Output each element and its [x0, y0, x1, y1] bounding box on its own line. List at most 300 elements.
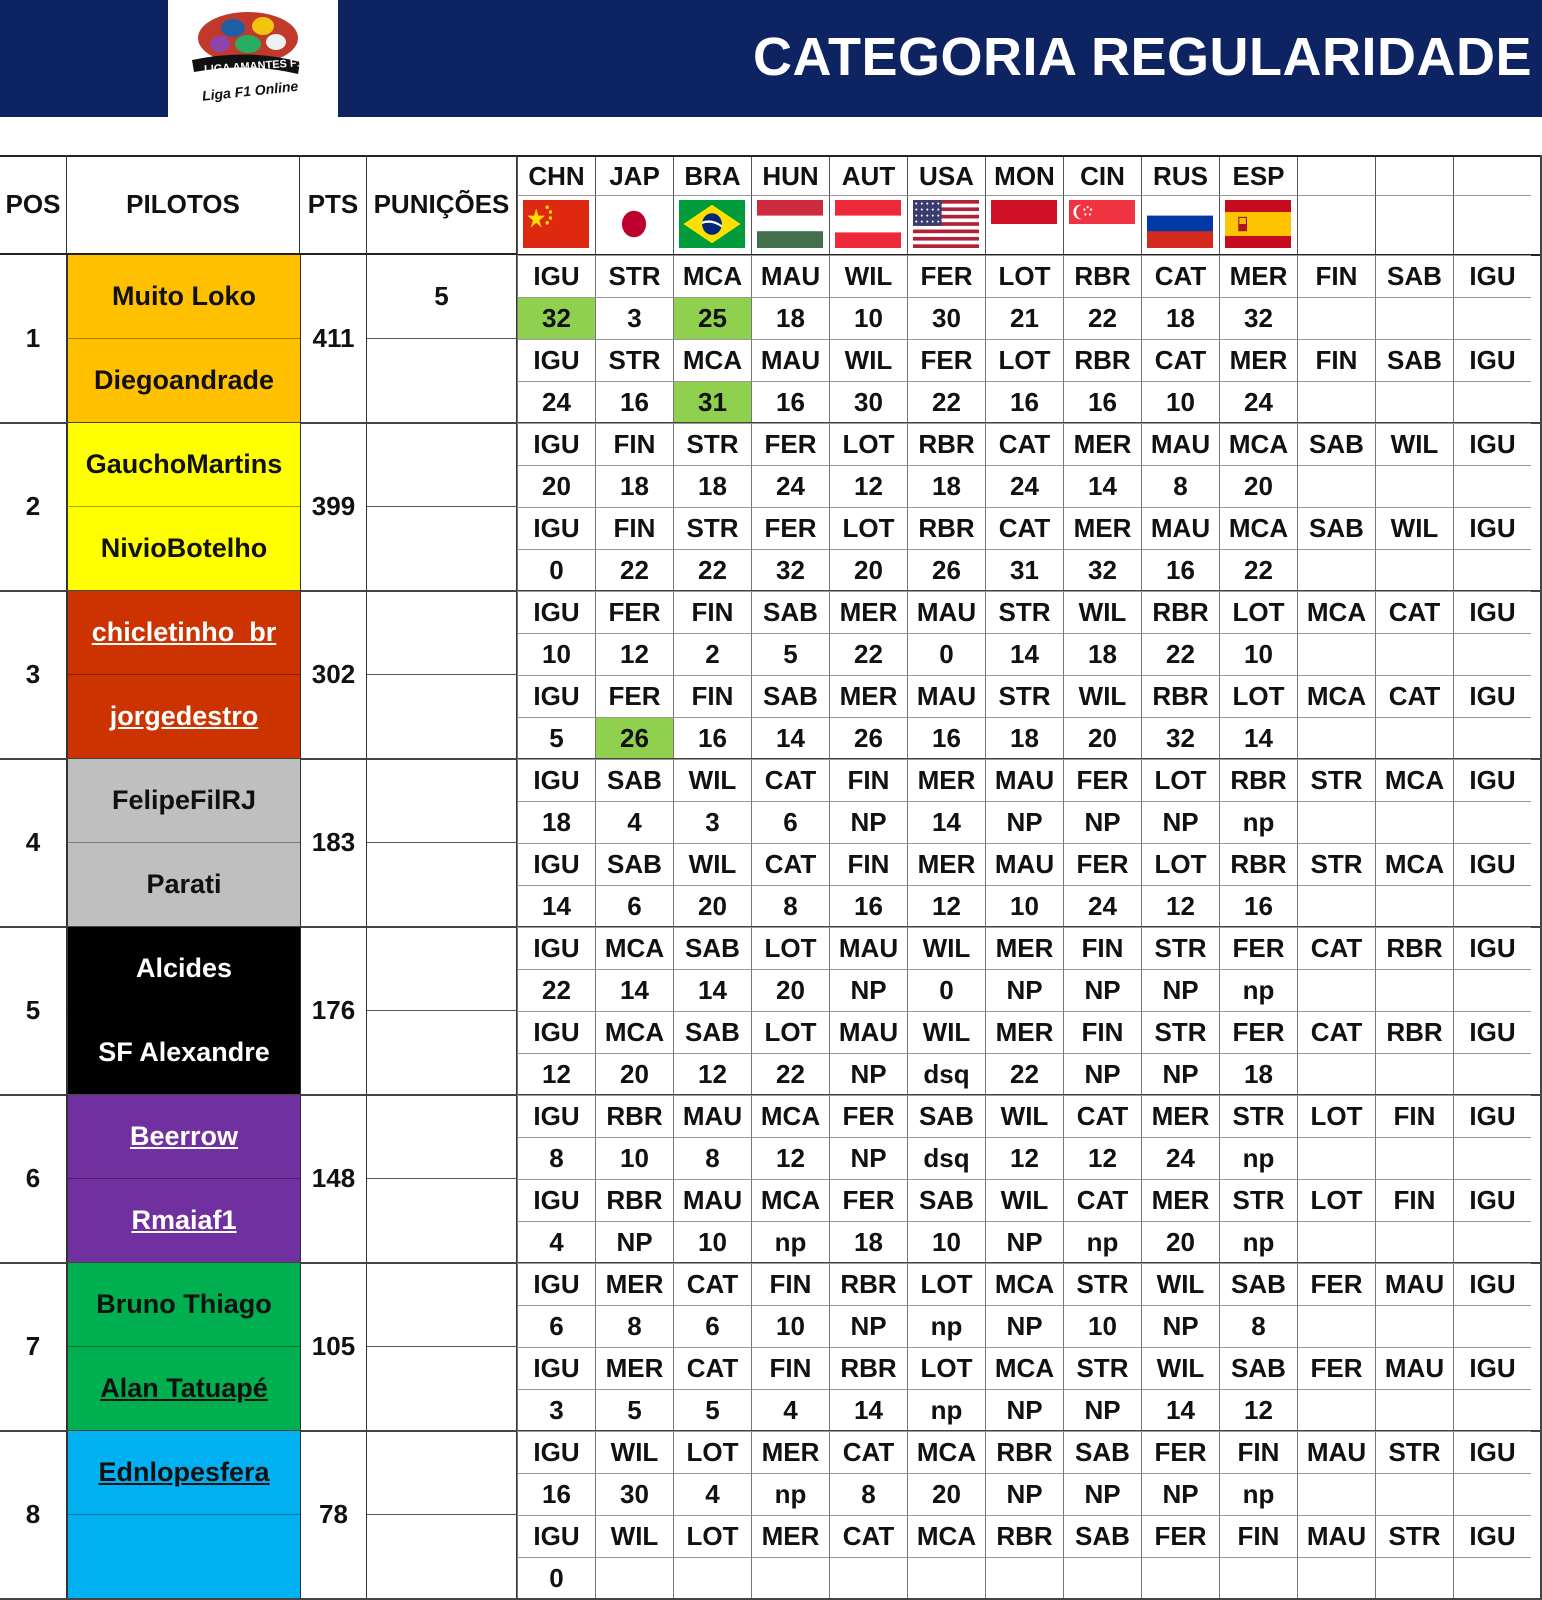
score-cell: 8	[1219, 1305, 1297, 1347]
team-points: 176	[300, 927, 367, 1095]
score-cell	[1375, 1053, 1453, 1095]
team-code-cell: CAT	[751, 759, 829, 801]
team-code-cell: CAT	[1297, 927, 1375, 969]
team-code-cell: SAB	[1375, 255, 1453, 297]
team-penalty-empty	[367, 1347, 517, 1431]
score-cell: NP	[829, 1137, 907, 1179]
score-cell: 6	[595, 885, 673, 927]
team-code-cell: MCA	[1219, 507, 1297, 549]
score-cell: 14	[751, 717, 829, 759]
score-cell: 24	[1219, 381, 1297, 423]
score-cell: NP	[985, 1221, 1063, 1263]
team-code-cell: IGU	[517, 1515, 595, 1557]
score-cell: 20	[673, 885, 751, 927]
team-code-cell: CAT	[829, 1515, 907, 1557]
team-position: 6	[0, 1095, 67, 1263]
team-code-cell: LOT	[907, 1263, 985, 1305]
team-code-cell: LOT	[673, 1515, 751, 1557]
score-cell: 3	[673, 801, 751, 843]
team-code-cell: RBR	[1063, 255, 1141, 297]
team-code-cell: MER	[1063, 507, 1141, 549]
team-code-cell: SAB	[673, 927, 751, 969]
score-cell: 4	[517, 1221, 595, 1263]
score-cell: 10	[517, 633, 595, 675]
team-code-cell: LOT	[751, 1011, 829, 1053]
flag-monaco-icon	[991, 200, 1057, 248]
team-code-cell: MCA	[673, 255, 751, 297]
team-code-cell: MCA	[595, 927, 673, 969]
score-cell: 12	[829, 465, 907, 507]
score-cell: 16	[1219, 885, 1297, 927]
team-code-cell: IGU	[1453, 423, 1531, 465]
score-cell	[1297, 465, 1375, 507]
score-cell	[1297, 633, 1375, 675]
driver-name	[67, 1515, 300, 1599]
race-flag-cell-13	[1453, 195, 1531, 255]
score-cell	[1453, 885, 1531, 927]
flag-austria-icon	[835, 200, 901, 248]
score-cell: 14	[985, 633, 1063, 675]
score-cell: NP	[829, 969, 907, 1011]
score-cell: np	[1219, 801, 1297, 843]
score-cell: 4	[673, 1473, 751, 1515]
race-flag-cell-12	[1375, 195, 1453, 255]
score-cell: np	[907, 1389, 985, 1431]
driver-name[interactable]: Ednlopesfera	[67, 1431, 300, 1515]
score-cell: 16	[1063, 381, 1141, 423]
score-cell	[1297, 297, 1375, 339]
team-code-cell: WIL	[829, 255, 907, 297]
team-code-cell: FIN	[1297, 255, 1375, 297]
team-code-cell: MCA	[1375, 843, 1453, 885]
team-code-cell: MAU	[1297, 1515, 1375, 1557]
score-cell: 21	[985, 297, 1063, 339]
score-cell: 6	[751, 801, 829, 843]
score-cell	[1297, 1305, 1375, 1347]
score-cell	[1297, 1221, 1375, 1263]
team-code-cell: CAT	[1063, 1095, 1141, 1137]
team-code-cell: WIL	[985, 1095, 1063, 1137]
flag-brazil-icon	[679, 200, 745, 248]
team-code-cell: LOT	[907, 1347, 985, 1389]
driver-name: Diegoandrade	[67, 339, 300, 423]
team-penalty	[367, 423, 517, 507]
team-code-cell: FER	[1141, 1515, 1219, 1557]
score-cell: np	[1219, 1221, 1297, 1263]
score-cell: 6	[673, 1305, 751, 1347]
team-code-cell: IGU	[517, 1431, 595, 1473]
team-code-cell: WIL	[1375, 507, 1453, 549]
league-logo-icon	[168, 0, 338, 117]
driver-name[interactable]: chicletinho_br	[67, 591, 300, 675]
score-cell	[1297, 717, 1375, 759]
score-cell: NP	[595, 1221, 673, 1263]
team-penalty-empty	[367, 339, 517, 423]
team-code-cell: RBR	[595, 1095, 673, 1137]
race-code-4: HUN	[751, 157, 829, 195]
team-code-cell: FER	[829, 1179, 907, 1221]
team-code-cell: FER	[1297, 1263, 1375, 1305]
team-code-cell: SAB	[907, 1179, 985, 1221]
score-cell: 10	[829, 297, 907, 339]
team-code-cell: STR	[1141, 927, 1219, 969]
team-code-cell: WIL	[985, 1179, 1063, 1221]
score-cell: 0	[907, 969, 985, 1011]
team-code-cell: CAT	[1375, 591, 1453, 633]
team-code-cell: WIL	[829, 339, 907, 381]
team-code-cell: MAU	[751, 339, 829, 381]
score-cell	[1375, 549, 1453, 591]
flag-singapore-icon	[1069, 200, 1135, 248]
team-code-cell: MER	[829, 591, 907, 633]
score-cell: np	[1063, 1221, 1141, 1263]
score-cell: NP	[985, 1389, 1063, 1431]
team-code-cell: IGU	[1453, 927, 1531, 969]
team-points: 302	[300, 591, 367, 759]
score-cell: 10	[907, 1221, 985, 1263]
score-cell: 12	[1063, 1137, 1141, 1179]
score-cell: 10	[1219, 633, 1297, 675]
score-cell: 20	[1063, 717, 1141, 759]
team-code-cell: RBR	[1375, 927, 1453, 969]
team-code-cell: RBR	[829, 1347, 907, 1389]
team-code-cell: MAU	[829, 1011, 907, 1053]
team-code-cell: WIL	[595, 1431, 673, 1473]
race-code-3: BRA	[673, 157, 751, 195]
team-code-cell: IGU	[517, 843, 595, 885]
score-cell: 22	[829, 633, 907, 675]
team-code-cell: LOT	[751, 927, 829, 969]
team-code-cell: IGU	[517, 423, 595, 465]
team-code-cell: MER	[595, 1347, 673, 1389]
score-cell	[1375, 969, 1453, 1011]
driver-name[interactable]: Alan Tatuapé	[67, 1347, 300, 1431]
score-cell: 14	[673, 969, 751, 1011]
score-cell	[829, 1557, 907, 1599]
team-code-cell: FER	[1219, 1011, 1297, 1053]
score-cell	[1375, 633, 1453, 675]
team-code-cell: FER	[595, 675, 673, 717]
team-code-cell: RBR	[595, 1179, 673, 1221]
score-cell	[1453, 1557, 1531, 1599]
score-cell: 20	[1219, 465, 1297, 507]
team-code-cell: MCA	[1297, 675, 1375, 717]
team-code-cell: IGU	[517, 1011, 595, 1053]
header-bar-left	[0, 0, 168, 117]
score-cell: np	[907, 1305, 985, 1347]
score-cell	[1453, 801, 1531, 843]
team-code-cell: RBR	[1141, 591, 1219, 633]
team-code-cell: MAU	[1375, 1263, 1453, 1305]
team-code-cell: IGU	[1453, 843, 1531, 885]
team-code-cell: FER	[829, 1095, 907, 1137]
team-code-cell: IGU	[517, 1179, 595, 1221]
score-cell: np	[1219, 1137, 1297, 1179]
team-code-cell: CAT	[1141, 339, 1219, 381]
team-code-cell: MER	[1063, 423, 1141, 465]
score-cell: 14	[907, 801, 985, 843]
logo-text-top: LIGA AMANTES F1	[203, 57, 304, 76]
score-cell	[1297, 381, 1375, 423]
score-cell: 3	[517, 1389, 595, 1431]
team-code-cell: STR	[1219, 1179, 1297, 1221]
score-cell: 10	[1063, 1305, 1141, 1347]
team-code-cell: SAB	[1063, 1431, 1141, 1473]
score-cell: 32	[1219, 297, 1297, 339]
score-cell: NP	[985, 969, 1063, 1011]
team-points: 148	[300, 1095, 367, 1263]
team-penalty	[367, 927, 517, 1011]
score-cell: 22	[1063, 297, 1141, 339]
team-points: 183	[300, 759, 367, 927]
score-cell	[1219, 1557, 1297, 1599]
team-penalty	[367, 759, 517, 843]
team-position: 7	[0, 1263, 67, 1431]
team-code-cell: MER	[829, 675, 907, 717]
driver-name: Parati	[67, 843, 300, 927]
race-code-6: USA	[907, 157, 985, 195]
score-cell: NP	[1063, 801, 1141, 843]
team-code-cell: STR	[985, 591, 1063, 633]
score-cell: 12	[595, 633, 673, 675]
score-cell: 10	[1141, 381, 1219, 423]
score-cell: 14	[517, 885, 595, 927]
score-cell: dsq	[907, 1137, 985, 1179]
team-code-cell: STR	[1375, 1515, 1453, 1557]
score-cell	[1297, 1557, 1375, 1599]
score-cell	[1453, 1053, 1531, 1095]
score-cell	[1453, 717, 1531, 759]
team-code-cell: STR	[1063, 1347, 1141, 1389]
team-code-cell: IGU	[1453, 1347, 1531, 1389]
score-cell: NP	[829, 801, 907, 843]
team-code-cell: FER	[1297, 1347, 1375, 1389]
team-code-cell: FIN	[595, 507, 673, 549]
score-cell: 16	[829, 885, 907, 927]
score-cell: 14	[1141, 1389, 1219, 1431]
team-code-cell: IGU	[1453, 1431, 1531, 1473]
team-code-cell: MER	[751, 1431, 829, 1473]
team-code-cell: WIL	[673, 843, 751, 885]
team-code-cell: MAU	[673, 1095, 751, 1137]
score-cell: 20	[595, 1053, 673, 1095]
score-cell: 8	[1141, 465, 1219, 507]
score-cell: NP	[985, 801, 1063, 843]
team-code-cell: MER	[1141, 1179, 1219, 1221]
team-code-cell: IGU	[517, 1263, 595, 1305]
score-cell	[1297, 1137, 1375, 1179]
team-code-cell: STR	[985, 675, 1063, 717]
team-code-cell: FER	[1219, 927, 1297, 969]
team-code-cell: MAU	[829, 927, 907, 969]
score-cell	[1297, 1389, 1375, 1431]
score-cell: 18	[1141, 297, 1219, 339]
score-cell	[673, 1557, 751, 1599]
flag-spain-icon	[1225, 200, 1291, 248]
team-code-cell: LOT	[1141, 843, 1219, 885]
score-cell: 25	[673, 297, 751, 339]
driver-name[interactable]: Rmaiaf1	[67, 1179, 300, 1263]
team-code-cell: SAB	[1063, 1515, 1141, 1557]
score-cell	[1297, 801, 1375, 843]
score-cell	[1297, 1053, 1375, 1095]
team-code-cell: IGU	[1453, 1179, 1531, 1221]
team-penalty-empty	[367, 1179, 517, 1263]
score-cell: 22	[673, 549, 751, 591]
score-cell: dsq	[907, 1053, 985, 1095]
team-code-cell: FER	[595, 591, 673, 633]
score-cell: 32	[517, 297, 595, 339]
score-cell: 18	[517, 801, 595, 843]
score-cell: 4	[751, 1389, 829, 1431]
team-penalty	[367, 1095, 517, 1179]
score-cell: 20	[517, 465, 595, 507]
score-cell: NP	[1141, 1053, 1219, 1095]
score-cell	[1297, 969, 1375, 1011]
driver-name[interactable]: Beerrow	[67, 1095, 300, 1179]
team-code-cell: CAT	[985, 507, 1063, 549]
score-cell: 18	[985, 717, 1063, 759]
score-cell: NP	[1141, 969, 1219, 1011]
score-cell: 18	[1063, 633, 1141, 675]
team-code-cell: IGU	[517, 507, 595, 549]
team-code-cell: FER	[1063, 759, 1141, 801]
score-cell	[1453, 465, 1531, 507]
score-cell: 20	[829, 549, 907, 591]
team-code-cell: RBR	[1219, 843, 1297, 885]
team-code-cell: FIN	[673, 675, 751, 717]
score-cell: 12	[985, 1137, 1063, 1179]
team-penalty-empty	[367, 1515, 517, 1599]
score-cell: np	[751, 1473, 829, 1515]
score-cell: 26	[907, 549, 985, 591]
team-penalty	[367, 1431, 517, 1515]
score-cell: NP	[1141, 801, 1219, 843]
team-code-cell: MER	[907, 759, 985, 801]
score-cell: 22	[517, 969, 595, 1011]
team-penalty-empty	[367, 843, 517, 927]
score-cell: 31	[985, 549, 1063, 591]
score-cell: 26	[829, 717, 907, 759]
score-cell	[1375, 1557, 1453, 1599]
score-cell: 22	[907, 381, 985, 423]
team-code-cell: CAT	[1063, 1179, 1141, 1221]
team-code-cell: CAT	[985, 423, 1063, 465]
team-code-cell: IGU	[1453, 591, 1531, 633]
score-cell: 16	[673, 717, 751, 759]
team-code-cell: WIL	[673, 759, 751, 801]
team-code-cell: SAB	[751, 591, 829, 633]
race-code-9: RUS	[1141, 157, 1219, 195]
team-code-cell: LOT	[1219, 591, 1297, 633]
team-code-cell: LOT	[673, 1431, 751, 1473]
team-code-cell: STR	[1297, 843, 1375, 885]
team-code-cell: MAU	[907, 675, 985, 717]
score-cell: 2	[673, 633, 751, 675]
race-code-13	[1453, 157, 1531, 195]
score-cell: 18	[595, 465, 673, 507]
flag-usa-icon	[913, 200, 979, 248]
team-code-cell: MAU	[673, 1179, 751, 1221]
column-header-pts: PTS	[300, 155, 367, 255]
score-cell	[1453, 1305, 1531, 1347]
score-cell	[1063, 1557, 1141, 1599]
score-cell: 12	[751, 1137, 829, 1179]
team-code-cell: SAB	[595, 843, 673, 885]
team-code-cell: FER	[751, 507, 829, 549]
score-cell	[1375, 1305, 1453, 1347]
race-code-10: ESP	[1219, 157, 1297, 195]
score-cell: NP	[985, 1305, 1063, 1347]
league-logo	[168, 0, 338, 117]
team-code-cell: IGU	[517, 255, 595, 297]
score-cell	[1453, 381, 1531, 423]
team-code-cell: STR	[595, 339, 673, 381]
score-cell: 30	[907, 297, 985, 339]
team-penalty-empty	[367, 507, 517, 591]
score-cell: 12	[907, 885, 985, 927]
score-cell: 0	[907, 633, 985, 675]
team-penalty	[367, 1263, 517, 1347]
logo-text-bottom: Liga F1 Online	[201, 77, 299, 104]
team-code-cell: MER	[1141, 1095, 1219, 1137]
score-cell: 12	[673, 1053, 751, 1095]
score-cell	[1375, 381, 1453, 423]
score-cell: np	[1219, 1473, 1297, 1515]
score-cell: 31	[673, 381, 751, 423]
score-cell	[1453, 1137, 1531, 1179]
team-code-cell: RBR	[907, 423, 985, 465]
score-cell: NP	[985, 1473, 1063, 1515]
team-code-cell: MCA	[985, 1347, 1063, 1389]
team-code-cell: IGU	[517, 1095, 595, 1137]
score-cell: 14	[829, 1389, 907, 1431]
team-code-cell: WIL	[595, 1515, 673, 1557]
team-code-cell: LOT	[985, 255, 1063, 297]
team-code-cell: STR	[1375, 1431, 1453, 1473]
score-cell: NP	[1063, 1389, 1141, 1431]
team-code-cell: IGU	[517, 591, 595, 633]
team-code-cell: WIL	[1375, 423, 1453, 465]
team-penalty	[367, 591, 517, 675]
team-penalty-empty	[367, 675, 517, 759]
team-code-cell: SAB	[673, 1011, 751, 1053]
team-code-cell: MAU	[907, 591, 985, 633]
team-code-cell: LOT	[985, 339, 1063, 381]
race-code-2: JAP	[595, 157, 673, 195]
team-penalty: 5	[367, 255, 517, 339]
score-cell: 30	[595, 1473, 673, 1515]
score-cell: 18	[673, 465, 751, 507]
score-cell: 24	[985, 465, 1063, 507]
score-cell: 0	[517, 1557, 595, 1599]
team-code-cell: WIL	[1063, 591, 1141, 633]
team-code-cell: IGU	[1453, 1011, 1531, 1053]
driver-name: NivioBotelho	[67, 507, 300, 591]
team-code-cell: MAU	[751, 255, 829, 297]
score-cell: 14	[1063, 465, 1141, 507]
score-cell	[1297, 1473, 1375, 1515]
driver-name[interactable]: jorgedestro	[67, 675, 300, 759]
team-code-cell: LOT	[1141, 759, 1219, 801]
score-cell: 32	[1141, 717, 1219, 759]
score-cell: 10	[595, 1137, 673, 1179]
score-cell	[1297, 885, 1375, 927]
team-code-cell: CAT	[1297, 1011, 1375, 1053]
score-cell: 5	[517, 717, 595, 759]
team-code-cell: MCA	[1219, 423, 1297, 465]
score-cell: 16	[595, 381, 673, 423]
